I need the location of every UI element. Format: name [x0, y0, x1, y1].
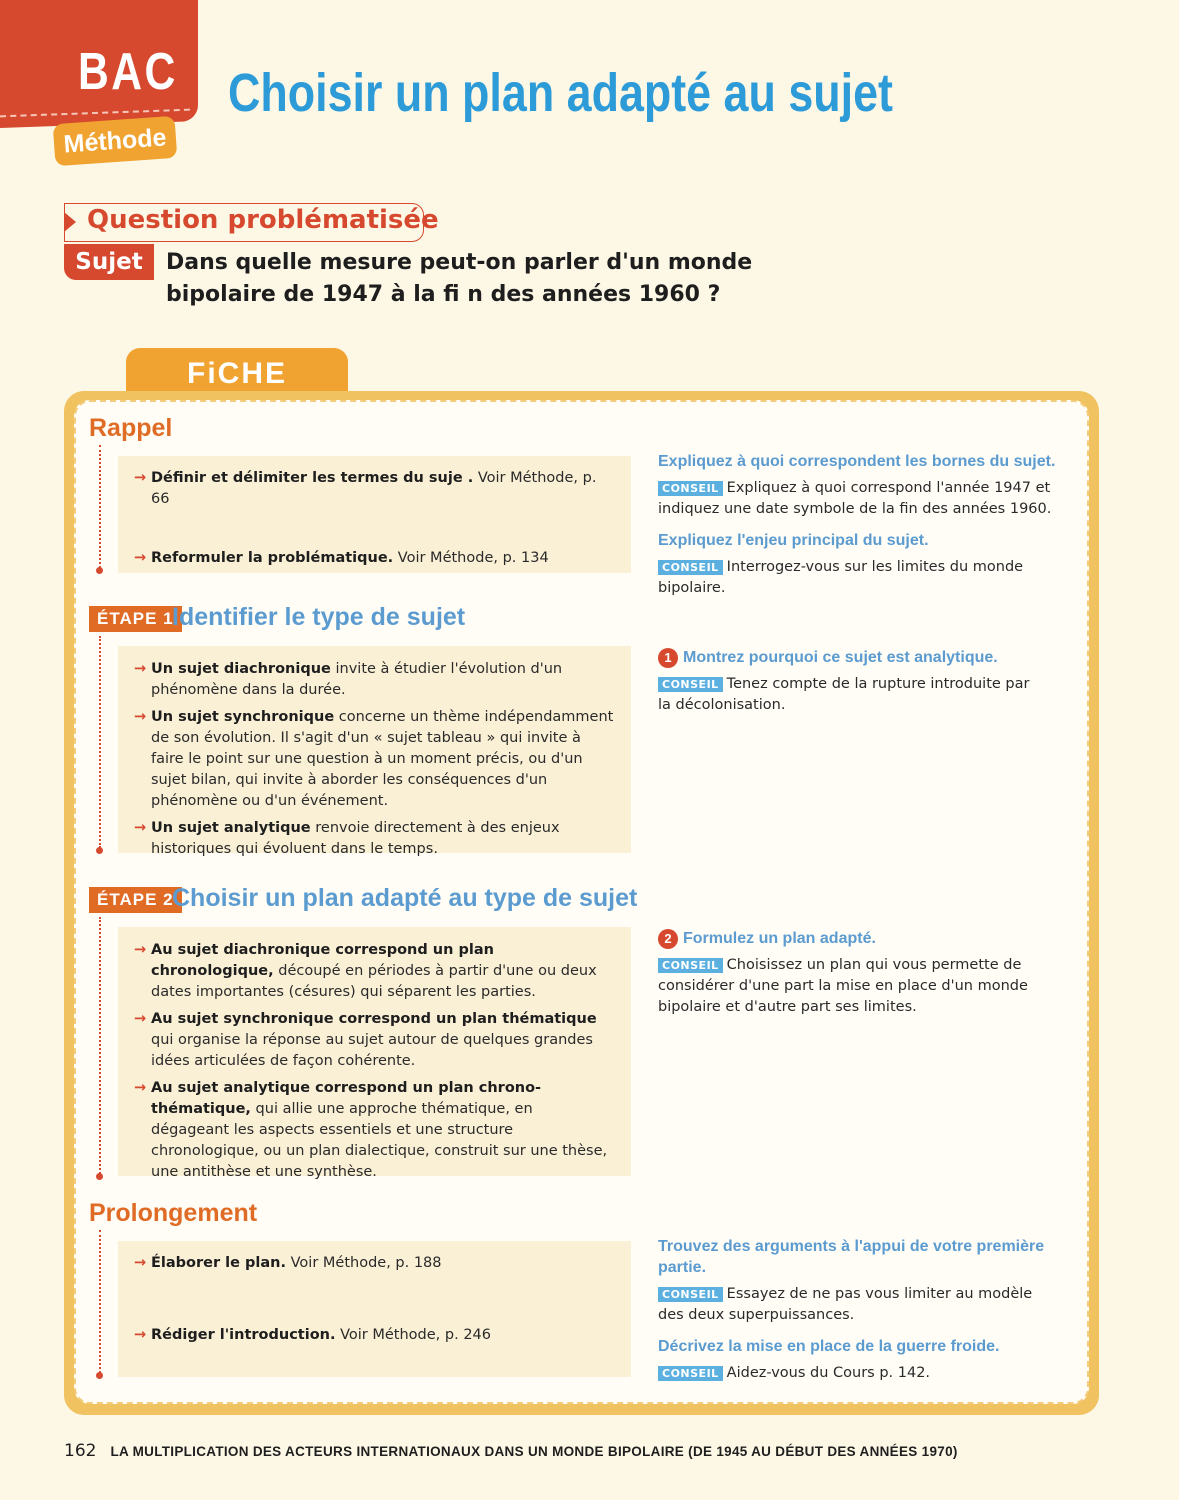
etape-1-right [658, 647, 1038, 716]
arrow-icon: → [134, 820, 147, 836]
advice [658, 1284, 1048, 1326]
advice-text: Essayez de ne pas vous limiter au modèle des deux superpuissances. [658, 1286, 1033, 1323]
timeline-line [99, 445, 101, 568]
timeline-line [99, 636, 101, 848]
item-text: Voir Méthode, p. 188 [286, 1255, 442, 1271]
question-text: Montrez pourquoi ce sujet est analytique. [683, 649, 998, 666]
conseil-badge: CONSEIL [658, 481, 723, 496]
sujet-text: Dans quelle mesure peut-on parler d'un monde bipolaire de 1947 à la fi n des années 1960 ? [166, 250, 753, 307]
list-item [134, 707, 615, 812]
advice [658, 674, 1038, 716]
etape-2-badge: ÉTAPE 2 [89, 887, 182, 913]
step-number: 1 [658, 648, 678, 668]
etape-1-badge: ÉTAPE 1 [89, 606, 182, 632]
conseil-badge: CONSEIL [658, 1287, 723, 1302]
etape-1-title: Identifier le type de sujet [172, 603, 466, 631]
item-bold: Au sujet synchronique correspond un plan thématique [151, 1011, 597, 1027]
item-text: découpé en périodes à partir d'une ou deux dates importantes (césures) qui séparent les parties. [151, 963, 597, 1000]
question-prompt [658, 647, 1038, 668]
timeline-line [99, 1230, 101, 1373]
bac-label: BAC [78, 43, 178, 101]
question-prompt: Expliquez à quoi correspondent les bornes du sujet. [658, 453, 1056, 470]
timeline-dot [96, 1173, 103, 1180]
item-text: qui organise la réponse au sujet autour de quelques grandes idées articulées de façon cohérente. [151, 1032, 593, 1069]
list-item [134, 468, 615, 510]
prolongement-box [118, 1241, 631, 1377]
etape-2-box [118, 927, 631, 1180]
conseil-badge: CONSEIL [658, 560, 723, 575]
sujet-label: Sujet [64, 244, 154, 280]
question-prompt: Décrivez la mise en place de la guerre froide. [658, 1338, 1000, 1355]
etape-2-right [658, 928, 1038, 1018]
arrow-icon: → [134, 1080, 147, 1096]
item-bold: Un sujet diachronique [151, 661, 331, 677]
list-item [134, 548, 615, 569]
advice-text: Choisissez un plan qui vous permette de considérer d'une part la mise en place d'un monde bipolaire et d'autre part ses limites. [658, 957, 1028, 1015]
arrow-icon: → [134, 942, 147, 958]
page-number: 162 [64, 1441, 97, 1461]
item-bold: Au sujet diachronique correspond un plan chronologique, [151, 942, 494, 979]
question-text: Formulez un plan adapté. [683, 930, 876, 947]
item-text: renvoie directement à des enjeux historiques qui évoluent dans le temps. [151, 820, 560, 857]
timeline-dot [96, 567, 103, 574]
arrow-icon: → [134, 550, 147, 566]
question-label: Question problématisée [87, 205, 439, 235]
item-bold: Un sujet synchronique [151, 709, 335, 725]
item-bold: Au sujet analytique correspond un plan chrono-thématique, [151, 1080, 542, 1117]
item-bold: Élaborer le plan. [151, 1255, 287, 1271]
conseil-badge: CONSEIL [658, 677, 723, 692]
list-item [134, 1325, 615, 1346]
list-item [134, 1078, 615, 1183]
arrow-icon: → [134, 1011, 147, 1027]
list-item [134, 1009, 615, 1072]
timeline-line [99, 917, 101, 1174]
question-arrow-icon [64, 212, 76, 232]
list-item [134, 818, 615, 860]
arrow-icon: → [134, 661, 147, 677]
item-bold: Reformuler la problématique. [151, 550, 394, 566]
advice-text: Interrogez-vous sur les limites du monde bipolaire. [658, 559, 1024, 596]
arrow-icon: → [134, 1255, 147, 1271]
item-bold: Un sujet analytique [151, 820, 311, 836]
question-prompt: Trouvez des arguments à l'appui de votre première partie. [658, 1238, 1045, 1276]
item-text: invite à étudier l'évolution d'un phénomène dans la durée. [151, 661, 563, 698]
prolongement-heading: Prolongement [89, 1199, 258, 1227]
conseil-badge: CONSEIL [658, 1366, 723, 1381]
conseil-badge: CONSEIL [658, 958, 723, 973]
list-item [134, 659, 615, 701]
fiche-methode-tab: FiCHE [126, 348, 348, 396]
advice-text: Aidez-vous du Cours p. 142. [726, 1365, 931, 1381]
footer-text: LA MULTIPLICATION DES ACTEURS INTERNATIONAUX DANS UN MONDE BIPOLAIRE (DE 1945 AU DÉBUT DES ANNÉES 1970) [110, 1444, 958, 1459]
advice [658, 478, 1058, 520]
advice [658, 955, 1038, 1018]
prolongement-right [658, 1236, 1048, 1384]
advice-text: Tenez compte de la rupture introduite par la décolonisation. [658, 676, 1030, 713]
etape-1-box [118, 646, 631, 857]
question-prompt [658, 928, 1038, 949]
item-bold: Définir et délimiter les termes du suje . [151, 470, 474, 486]
methode-label: Méthode [53, 116, 178, 166]
rappel-right [658, 451, 1058, 599]
etape-2-title: Choisir un plan adapté au type de sujet [172, 884, 638, 912]
page-footer [64, 1441, 958, 1461]
timeline-dot [96, 847, 103, 854]
arrow-icon: → [134, 709, 147, 725]
advice [658, 1363, 1048, 1384]
advice [658, 557, 1058, 599]
item-bold: Rédiger l'introduction. [151, 1327, 336, 1343]
arrow-icon: → [134, 1327, 147, 1343]
advice-text: Expliquez à quoi correspond l'année 1947 et indiquez une date symbole de la fin des années 1960. [658, 480, 1052, 517]
item-text: concerne un thème indépendamment de son évolution. Il s'agit d'un « sujet tableau » qui invite à faire le point sur une question à un moment précis, ou d'un sujet bilan, qui invite à aborder les conséquences d'un phénomène ou d'un événement. [151, 709, 614, 809]
page-title: Choisir un plan adapté au sujet [228, 63, 893, 123]
question-prompt: Expliquez l'enjeu principal du sujet. [658, 532, 929, 549]
timeline-dot [96, 1372, 103, 1379]
item-text: Voir Méthode, p. 246 [335, 1327, 491, 1343]
arrow-icon: → [134, 470, 147, 486]
rappel-heading: Rappel [89, 414, 173, 442]
item-text: qui allie une approche thématique, en dégageant les aspects essentiels et une structure chronologique, ou un plan dialectique, construit sur une thèse, une antithèse et une synthèse. [151, 1101, 608, 1180]
list-item [134, 1253, 615, 1274]
step-number: 2 [658, 929, 678, 949]
list-item [134, 940, 615, 1003]
item-text: Voir Méthode, p. 134 [393, 550, 549, 566]
rappel-box [118, 456, 631, 573]
item-text: Voir Méthode, p. 66 [151, 470, 597, 507]
